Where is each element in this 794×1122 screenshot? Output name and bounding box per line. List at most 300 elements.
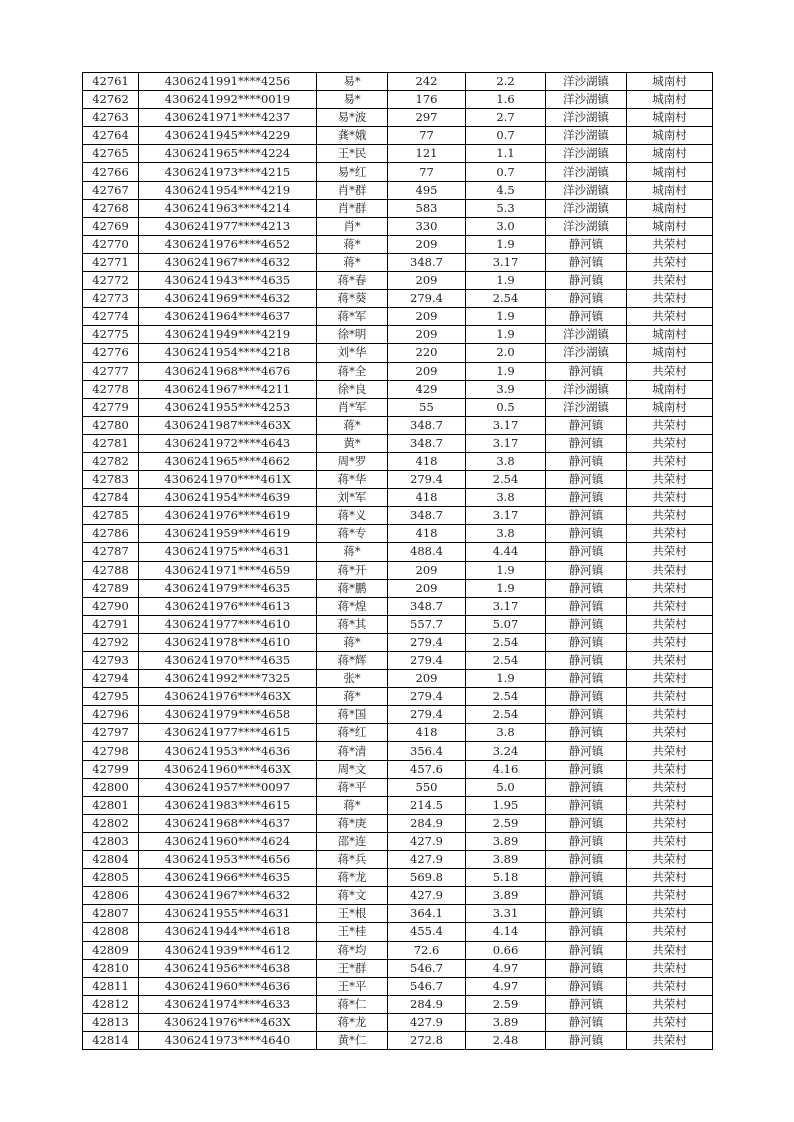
table-row	[83, 615, 713, 633]
table-row	[83, 181, 713, 199]
serial-cell: 42802	[83, 814, 139, 832]
name-cell: 肖*军	[317, 398, 388, 416]
town-cell: 静河镇	[546, 615, 627, 633]
area-cell: 3.89	[466, 851, 546, 869]
area-cell: 5.0	[466, 778, 546, 796]
table-row	[83, 452, 713, 470]
town-cell: 静河镇	[546, 941, 627, 959]
id-number-cell: 4306241976****4652	[139, 235, 317, 253]
amount-cell: 455.4	[388, 923, 466, 941]
town-cell: 洋沙湖镇	[546, 109, 627, 127]
id-number-cell: 4306241970****461X	[139, 471, 317, 489]
village-cell: 共荣村	[627, 597, 713, 615]
amount-cell: 176	[388, 91, 466, 109]
id-number-cell: 4306241973****4215	[139, 163, 317, 181]
village-cell: 共荣村	[627, 561, 713, 579]
serial-cell: 42761	[83, 73, 139, 91]
id-number-cell: 4306241966****4635	[139, 869, 317, 887]
name-cell: 蒋*龙	[317, 869, 388, 887]
id-number-cell: 4306241971****4659	[139, 561, 317, 579]
village-cell: 共荣村	[627, 525, 713, 543]
id-number-cell: 4306241955****4253	[139, 398, 317, 416]
village-cell: 共荣村	[627, 1031, 713, 1049]
id-number-cell: 4306241959****4619	[139, 525, 317, 543]
area-cell: 3.89	[466, 887, 546, 905]
area-cell: 1.9	[466, 579, 546, 597]
town-cell: 静河镇	[546, 471, 627, 489]
area-cell: 4.97	[466, 959, 546, 977]
table-row	[83, 217, 713, 235]
area-cell: 3.17	[466, 507, 546, 525]
name-cell: 龚*娥	[317, 127, 388, 145]
village-cell: 城南村	[627, 398, 713, 416]
name-cell: 肖*群	[317, 181, 388, 199]
serial-cell: 42794	[83, 670, 139, 688]
id-number-cell: 4306241939****4612	[139, 941, 317, 959]
table-row	[83, 471, 713, 489]
serial-cell: 42783	[83, 471, 139, 489]
village-cell: 共荣村	[627, 941, 713, 959]
id-number-cell: 4306241975****4631	[139, 543, 317, 561]
id-number-cell: 4306241979****4658	[139, 706, 317, 724]
amount-cell: 583	[388, 199, 466, 217]
id-number-cell: 4306241979****4635	[139, 579, 317, 597]
name-cell: 周*文	[317, 760, 388, 778]
area-cell: 3.89	[466, 1013, 546, 1031]
amount-cell: 488.4	[388, 543, 466, 561]
village-cell: 共荣村	[627, 760, 713, 778]
serial-cell: 42814	[83, 1031, 139, 1049]
amount-cell: 220	[388, 344, 466, 362]
serial-cell: 42796	[83, 706, 139, 724]
amount-cell: 279.4	[388, 652, 466, 670]
amount-cell: 279.4	[388, 688, 466, 706]
id-number-cell: 4306241963****4214	[139, 199, 317, 217]
id-number-cell: 4306241976****463X	[139, 688, 317, 706]
village-cell: 共荣村	[627, 688, 713, 706]
town-cell: 洋沙湖镇	[546, 181, 627, 199]
town-cell: 静河镇	[546, 1031, 627, 1049]
area-cell: 0.5	[466, 398, 546, 416]
area-cell: 2.54	[466, 290, 546, 308]
name-cell: 蒋*	[317, 633, 388, 651]
town-cell: 静河镇	[546, 416, 627, 434]
amount-cell: 214.5	[388, 796, 466, 814]
town-cell: 静河镇	[546, 561, 627, 579]
amount-cell: 429	[388, 380, 466, 398]
town-cell: 洋沙湖镇	[546, 73, 627, 91]
table-row	[83, 597, 713, 615]
serial-cell: 42786	[83, 525, 139, 543]
town-cell: 静河镇	[546, 688, 627, 706]
data-table	[82, 72, 713, 1050]
serial-cell: 42785	[83, 507, 139, 525]
village-cell: 共荣村	[627, 579, 713, 597]
id-number-cell: 4306241992****7325	[139, 670, 317, 688]
serial-cell: 42804	[83, 851, 139, 869]
serial-cell: 42809	[83, 941, 139, 959]
name-cell: 蒋*葵	[317, 290, 388, 308]
area-cell: 2.54	[466, 688, 546, 706]
serial-cell: 42774	[83, 308, 139, 326]
name-cell: 肖*群	[317, 199, 388, 217]
name-cell: 邵*连	[317, 832, 388, 850]
amount-cell: 209	[388, 579, 466, 597]
serial-cell: 42765	[83, 145, 139, 163]
serial-cell: 42764	[83, 127, 139, 145]
town-cell: 静河镇	[546, 832, 627, 850]
table-row	[83, 941, 713, 959]
id-number-cell: 4306241943****4635	[139, 272, 317, 290]
id-number-cell: 4306241971****4237	[139, 109, 317, 127]
id-number-cell: 4306241956****4638	[139, 959, 317, 977]
table-row	[83, 724, 713, 742]
village-cell: 共荣村	[627, 742, 713, 760]
serial-cell: 42800	[83, 778, 139, 796]
table-row	[83, 380, 713, 398]
village-cell: 共荣村	[627, 923, 713, 941]
name-cell: 蒋*	[317, 235, 388, 253]
village-cell: 城南村	[627, 199, 713, 217]
serial-cell: 42790	[83, 597, 139, 615]
area-cell: 1.9	[466, 235, 546, 253]
village-cell: 共荣村	[627, 471, 713, 489]
town-cell: 静河镇	[546, 1013, 627, 1031]
amount-cell: 55	[388, 398, 466, 416]
table-row	[83, 579, 713, 597]
name-cell: 刘*军	[317, 489, 388, 507]
town-cell: 洋沙湖镇	[546, 398, 627, 416]
village-cell: 共荣村	[627, 832, 713, 850]
area-cell: 0.7	[466, 127, 546, 145]
serial-cell: 42781	[83, 434, 139, 452]
table-row	[83, 416, 713, 434]
serial-cell: 42766	[83, 163, 139, 181]
serial-cell: 42776	[83, 344, 139, 362]
serial-cell: 42803	[83, 832, 139, 850]
village-cell: 城南村	[627, 109, 713, 127]
id-number-cell: 4306241955****4631	[139, 905, 317, 923]
id-number-cell: 4306241977****4610	[139, 615, 317, 633]
serial-cell: 42773	[83, 290, 139, 308]
amount-cell: 427.9	[388, 851, 466, 869]
village-cell: 共荣村	[627, 290, 713, 308]
serial-cell: 42811	[83, 977, 139, 995]
id-number-cell: 4306241972****4643	[139, 434, 317, 452]
table-body	[83, 73, 713, 1050]
id-number-cell: 4306241964****4637	[139, 308, 317, 326]
serial-cell: 42762	[83, 91, 139, 109]
area-cell: 5.3	[466, 199, 546, 217]
village-cell: 共荣村	[627, 615, 713, 633]
town-cell: 静河镇	[546, 869, 627, 887]
id-number-cell: 4306241965****4662	[139, 452, 317, 470]
village-cell: 共荣村	[627, 452, 713, 470]
village-cell: 共荣村	[627, 633, 713, 651]
village-cell: 城南村	[627, 73, 713, 91]
name-cell: 蒋*其	[317, 615, 388, 633]
area-cell: 1.9	[466, 362, 546, 380]
village-cell: 共荣村	[627, 778, 713, 796]
amount-cell: 77	[388, 163, 466, 181]
area-cell: 4.97	[466, 977, 546, 995]
amount-cell: 209	[388, 326, 466, 344]
area-cell: 0.7	[466, 163, 546, 181]
serial-cell: 42808	[83, 923, 139, 941]
serial-cell: 42775	[83, 326, 139, 344]
id-number-cell: 4306241974****4633	[139, 995, 317, 1013]
amount-cell: 209	[388, 670, 466, 688]
village-cell: 共荣村	[627, 489, 713, 507]
table-row	[83, 1013, 713, 1031]
area-cell: 4.14	[466, 923, 546, 941]
town-cell: 静河镇	[546, 851, 627, 869]
id-number-cell: 4306241969****4632	[139, 290, 317, 308]
area-cell: 0.66	[466, 941, 546, 959]
town-cell: 静河镇	[546, 995, 627, 1013]
name-cell: 易*	[317, 73, 388, 91]
serial-cell: 42778	[83, 380, 139, 398]
table-row	[83, 109, 713, 127]
village-cell: 共荣村	[627, 887, 713, 905]
village-cell: 共荣村	[627, 796, 713, 814]
table-row	[83, 796, 713, 814]
town-cell: 静河镇	[546, 706, 627, 724]
table-row	[83, 923, 713, 941]
village-cell: 共荣村	[627, 814, 713, 832]
amount-cell: 279.4	[388, 706, 466, 724]
area-cell: 3.24	[466, 742, 546, 760]
name-cell: 蒋*	[317, 796, 388, 814]
area-cell: 3.31	[466, 905, 546, 923]
village-cell: 共荣村	[627, 272, 713, 290]
area-cell: 2.0	[466, 344, 546, 362]
serial-cell: 42769	[83, 217, 139, 235]
table-row	[83, 344, 713, 362]
name-cell: 蒋*开	[317, 561, 388, 579]
table-row	[83, 1031, 713, 1049]
town-cell: 静河镇	[546, 905, 627, 923]
id-number-cell: 4306241978****4610	[139, 633, 317, 651]
table-row	[83, 869, 713, 887]
area-cell: 1.9	[466, 272, 546, 290]
village-cell: 共荣村	[627, 869, 713, 887]
name-cell: 蒋*煌	[317, 597, 388, 615]
serial-cell: 42798	[83, 742, 139, 760]
town-cell: 静河镇	[546, 308, 627, 326]
table-row	[83, 163, 713, 181]
area-cell: 3.89	[466, 832, 546, 850]
name-cell: 王*民	[317, 145, 388, 163]
table-row	[83, 145, 713, 163]
serial-cell: 42780	[83, 416, 139, 434]
amount-cell: 546.7	[388, 959, 466, 977]
serial-cell: 42763	[83, 109, 139, 127]
village-cell: 城南村	[627, 145, 713, 163]
id-number-cell: 4306241977****4213	[139, 217, 317, 235]
table-row	[83, 199, 713, 217]
amount-cell: 546.7	[388, 977, 466, 995]
village-cell: 城南村	[627, 91, 713, 109]
amount-cell: 272.8	[388, 1031, 466, 1049]
amount-cell: 77	[388, 127, 466, 145]
name-cell: 王*桂	[317, 923, 388, 941]
area-cell: 3.8	[466, 525, 546, 543]
name-cell: 蒋*全	[317, 362, 388, 380]
amount-cell: 348.7	[388, 253, 466, 271]
town-cell: 静河镇	[546, 670, 627, 688]
amount-cell: 348.7	[388, 434, 466, 452]
area-cell: 2.54	[466, 652, 546, 670]
serial-cell: 42793	[83, 652, 139, 670]
name-cell: 王*平	[317, 977, 388, 995]
town-cell: 静河镇	[546, 452, 627, 470]
village-cell: 城南村	[627, 326, 713, 344]
town-cell: 静河镇	[546, 814, 627, 832]
table-row	[83, 398, 713, 416]
name-cell: 蒋*专	[317, 525, 388, 543]
table-row	[83, 652, 713, 670]
amount-cell: 418	[388, 452, 466, 470]
village-cell: 共荣村	[627, 724, 713, 742]
id-number-cell: 4306241983****4615	[139, 796, 317, 814]
name-cell: 易*红	[317, 163, 388, 181]
serial-cell: 42782	[83, 452, 139, 470]
id-number-cell: 4306241953****4656	[139, 851, 317, 869]
id-number-cell: 4306241944****4618	[139, 923, 317, 941]
area-cell: 1.9	[466, 561, 546, 579]
area-cell: 3.17	[466, 597, 546, 615]
name-cell: 黄*仁	[317, 1031, 388, 1049]
area-cell: 1.9	[466, 670, 546, 688]
town-cell: 静河镇	[546, 290, 627, 308]
amount-cell: 550	[388, 778, 466, 796]
town-cell: 静河镇	[546, 760, 627, 778]
amount-cell: 495	[388, 181, 466, 199]
town-cell: 静河镇	[546, 633, 627, 651]
town-cell: 静河镇	[546, 253, 627, 271]
name-cell: 蒋*兵	[317, 851, 388, 869]
town-cell: 静河镇	[546, 724, 627, 742]
table-row	[83, 760, 713, 778]
town-cell: 静河镇	[546, 543, 627, 561]
amount-cell: 418	[388, 724, 466, 742]
table-row	[83, 73, 713, 91]
table-row	[83, 127, 713, 145]
serial-cell: 42770	[83, 235, 139, 253]
name-cell: 周*罗	[317, 452, 388, 470]
village-cell: 共荣村	[627, 670, 713, 688]
name-cell: 易*波	[317, 109, 388, 127]
serial-cell: 42777	[83, 362, 139, 380]
village-cell: 共荣村	[627, 308, 713, 326]
village-cell: 共荣村	[627, 416, 713, 434]
name-cell: 蒋*鹏	[317, 579, 388, 597]
area-cell: 2.54	[466, 706, 546, 724]
amount-cell: 418	[388, 489, 466, 507]
area-cell: 2.59	[466, 995, 546, 1013]
table-row	[83, 887, 713, 905]
name-cell: 徐*明	[317, 326, 388, 344]
area-cell: 1.9	[466, 326, 546, 344]
village-cell: 共荣村	[627, 851, 713, 869]
name-cell: 蒋*辉	[317, 652, 388, 670]
name-cell: 蒋*龙	[317, 1013, 388, 1031]
town-cell: 洋沙湖镇	[546, 217, 627, 235]
id-number-cell: 4306241954****4218	[139, 344, 317, 362]
serial-cell: 42771	[83, 253, 139, 271]
amount-cell: 427.9	[388, 887, 466, 905]
table-row	[83, 434, 713, 452]
amount-cell: 356.4	[388, 742, 466, 760]
area-cell: 1.9	[466, 308, 546, 326]
serial-cell: 42805	[83, 869, 139, 887]
id-number-cell: 4306241967****4632	[139, 887, 317, 905]
serial-cell: 42795	[83, 688, 139, 706]
town-cell: 洋沙湖镇	[546, 163, 627, 181]
amount-cell: 121	[388, 145, 466, 163]
name-cell: 蒋*红	[317, 724, 388, 742]
village-cell: 共荣村	[627, 507, 713, 525]
amount-cell: 284.9	[388, 814, 466, 832]
table-row	[83, 706, 713, 724]
area-cell: 2.7	[466, 109, 546, 127]
serial-cell: 42768	[83, 199, 139, 217]
area-cell: 2.54	[466, 471, 546, 489]
amount-cell: 457.6	[388, 760, 466, 778]
name-cell: 徐*良	[317, 380, 388, 398]
amount-cell: 209	[388, 235, 466, 253]
serial-cell: 42788	[83, 561, 139, 579]
table-row	[83, 235, 713, 253]
name-cell: 蒋*	[317, 543, 388, 561]
village-cell: 共荣村	[627, 959, 713, 977]
table-row	[83, 507, 713, 525]
id-number-cell: 4306241957****0097	[139, 778, 317, 796]
id-number-cell: 4306241960****463X	[139, 760, 317, 778]
table-row	[83, 995, 713, 1013]
town-cell: 静河镇	[546, 923, 627, 941]
id-number-cell: 4306241976****4613	[139, 597, 317, 615]
village-cell: 共荣村	[627, 995, 713, 1013]
table-row	[83, 778, 713, 796]
village-cell: 城南村	[627, 127, 713, 145]
area-cell: 5.07	[466, 615, 546, 633]
area-cell: 4.16	[466, 760, 546, 778]
serial-cell: 42813	[83, 1013, 139, 1031]
table-row	[83, 91, 713, 109]
area-cell: 1.6	[466, 91, 546, 109]
town-cell: 洋沙湖镇	[546, 127, 627, 145]
town-cell: 洋沙湖镇	[546, 344, 627, 362]
village-cell: 共荣村	[627, 1013, 713, 1031]
town-cell: 静河镇	[546, 272, 627, 290]
area-cell: 1.95	[466, 796, 546, 814]
area-cell: 2.2	[466, 73, 546, 91]
serial-cell: 42789	[83, 579, 139, 597]
table-row	[83, 290, 713, 308]
name-cell: 王*群	[317, 959, 388, 977]
amount-cell: 209	[388, 362, 466, 380]
area-cell: 3.17	[466, 434, 546, 452]
id-number-cell: 4306241967****4632	[139, 253, 317, 271]
amount-cell: 284.9	[388, 995, 466, 1013]
table-row	[83, 543, 713, 561]
village-cell: 共荣村	[627, 652, 713, 670]
table-row	[83, 742, 713, 760]
area-cell: 4.44	[466, 543, 546, 561]
amount-cell: 279.4	[388, 633, 466, 651]
